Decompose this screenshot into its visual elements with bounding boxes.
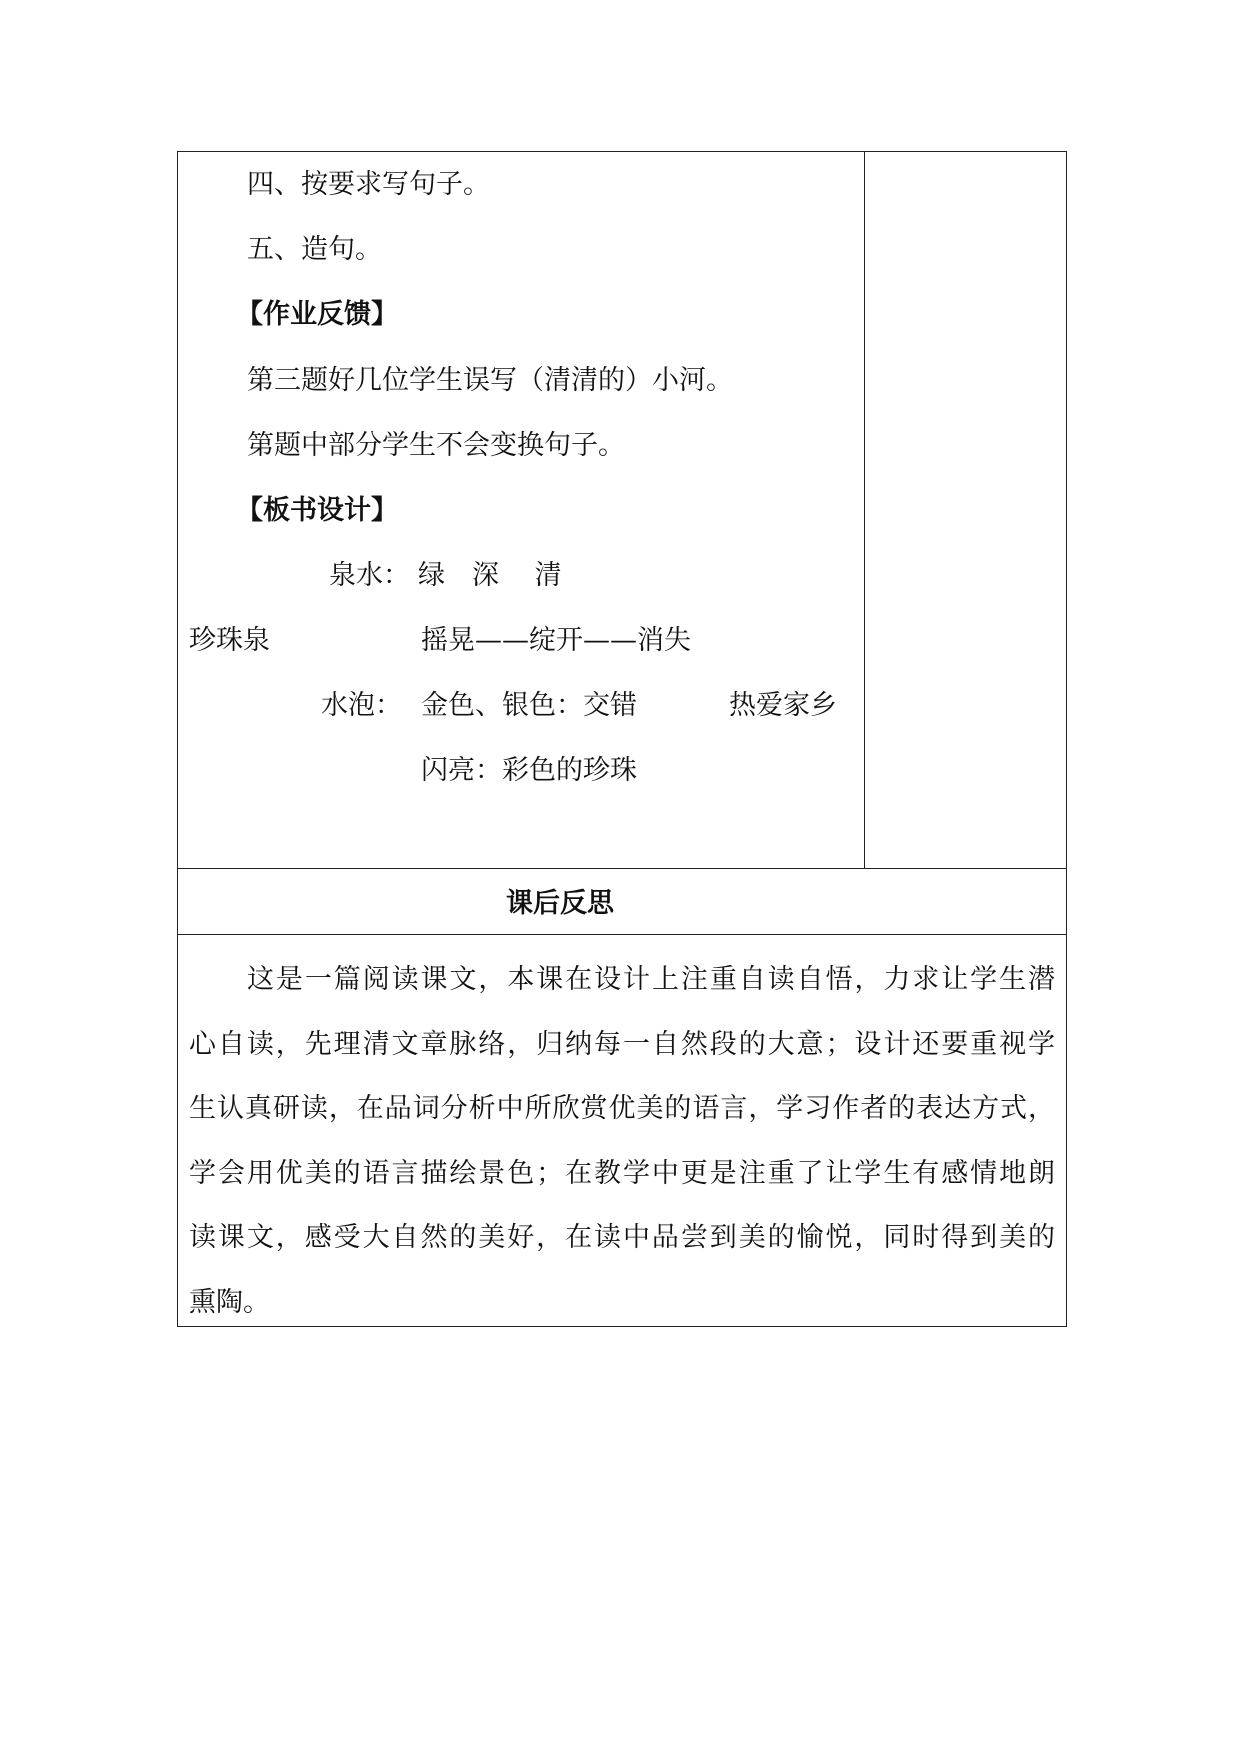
reflection-line: 读课文，感受大自然的美好，在读中品尝到美的愉悦，同时得到美的: [189, 1222, 1055, 1253]
exercise-item-5: 五、造句。: [247, 234, 382, 265]
reflection-line: 心自读，先理清文章脉络，归纳每一自然段的大意；设计还要重视学: [189, 1028, 1055, 1060]
feedback-line: 第三题好几位学生误写（清清的）小河。: [247, 365, 733, 396]
feedback-line: 第题中部分学生不会变换句子。: [247, 430, 625, 461]
row-divider-heading: [178, 934, 1066, 935]
board-spring-traits: 绿 深 清: [418, 560, 562, 591]
board-shine: 闪亮：彩色的珍珠: [421, 755, 637, 786]
board-bubble-label: 水泡：: [321, 690, 402, 721]
exercise-item-4: 四、按要求写句子。: [247, 169, 490, 200]
reflection-text: [189, 948, 1055, 1335]
reflection-line: 学会用优美的语言描绘景色；在教学中更是注重了让学生有感情地朗: [189, 1157, 1055, 1189]
board-sequence: 摇晃——绽开——消失: [421, 625, 691, 656]
board-bubble-colors: 金色、银色：交错: [421, 690, 637, 721]
column-divider: [864, 152, 865, 868]
board-spring-label: 泉水：: [329, 560, 410, 591]
board-design-heading: 【板书设计】: [236, 495, 398, 526]
reflection-line: 熏陶。: [189, 1286, 270, 1318]
row-divider-top: [178, 868, 1066, 869]
reflection-heading: 课后反思: [506, 888, 614, 919]
reflection-line: 这是一篇阅读课文，本课在设计上注重自读自悟，力求让学生潜: [247, 964, 1055, 995]
feedback-heading: 【作业反馈】: [236, 299, 398, 330]
reflection-line: 生认真研读，在品词分析中所欣赏优美的语言，学习作者的表达方式，: [189, 1093, 1055, 1124]
board-title: 珍珠泉: [189, 625, 270, 656]
board-theme: 热爱家乡: [729, 690, 837, 721]
